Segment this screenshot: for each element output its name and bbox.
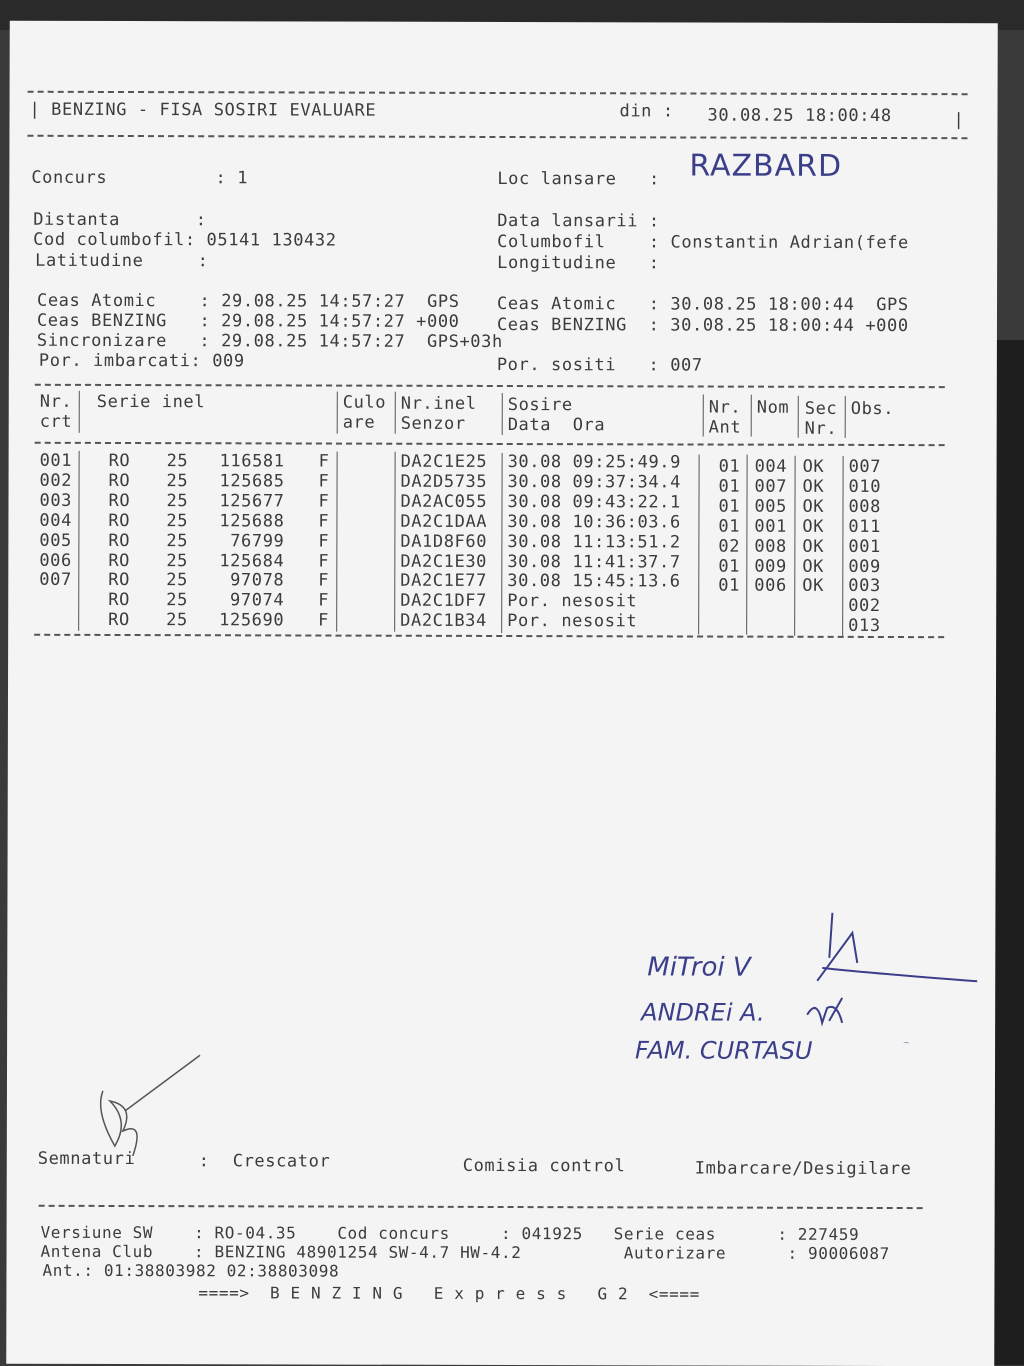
cell-nr: 002 — [39, 470, 73, 491]
divider — [35, 384, 945, 388]
cell-nom: 004 — [754, 456, 788, 477]
cell-an: 25 — [166, 610, 188, 631]
brand-line: ====> B E N Z I N G E x p r e s s G 2 <==== — [198, 1283, 700, 1304]
col-sec-2: Nr. — [804, 418, 838, 439]
cell-senzor: DA2D5735 — [400, 471, 488, 492]
semnaturi-colon: : — [198, 1151, 210, 1172]
cell-senzor: DA2AC055 — [400, 491, 488, 512]
cell-sex: F — [318, 471, 330, 492]
cell-senzor: DA2C1E77 — [400, 571, 488, 592]
cell-sosire: Por. nesosit — [507, 591, 638, 612]
cell-nr: 005 — [39, 530, 72, 551]
cell-sex: F — [318, 531, 330, 552]
semnaturi-label: Semnaturi — [37, 1148, 136, 1170]
cell-obs: 007 — [848, 456, 882, 477]
por-sositi-line: Por. sositi : 007 — [496, 354, 703, 376]
cell-sosire: 30.08 11:41:37.7 — [507, 551, 681, 572]
cell-tara: RO — [108, 470, 131, 491]
cell-nom: 006 — [754, 576, 787, 597]
ceas-benzing-left: Ceas BENZING : 29.08.25 14:57:27 +000 — [36, 310, 460, 332]
ceas-atomic-right: Ceas Atomic : 30.08.25 18:00:44 GPS — [496, 293, 909, 316]
col-nr-1: Nr. — [39, 391, 73, 412]
latitudine-line: Latitudine : — [35, 250, 209, 272]
cell-obs: 010 — [848, 476, 882, 497]
cell-inel: 116581 — [219, 451, 285, 472]
cell-inel: 125677 — [219, 491, 285, 512]
cell-senzor: DA2C1B34 — [400, 610, 487, 632]
col-nr-2: crt — [39, 411, 73, 432]
cell-nr: 003 — [39, 490, 73, 511]
cell-an: 25 — [166, 471, 189, 492]
cell-sosire: 30.08 15:45:13.6 — [507, 571, 681, 592]
column-separator — [798, 396, 799, 438]
cell-sosire: 30.08 11:13:51.2 — [507, 531, 681, 553]
ant-line: Ant.: 01:38803982 02:38803098 — [42, 1260, 340, 1281]
cell-an: 25 — [166, 550, 189, 571]
column-separator — [842, 456, 843, 636]
col-sec-1: Sec — [804, 398, 838, 419]
col-serie-inel: Serie inel — [96, 391, 206, 413]
loc-lansare-handwritten: RAZBARD — [689, 148, 843, 184]
antena-line: Antena Club : BENZING 48901254 SW-4.7 HW-4.2 Autorizare : 90006087 — [40, 1241, 890, 1264]
cod-columbofil-line: Cod columbofil: 05141 130432 — [33, 229, 337, 251]
cell-sec: OK — [802, 516, 825, 537]
cell-sosire: 30.08 09:37:34.4 — [507, 471, 681, 493]
imbarcare-desigilare-label: Imbarcare/Desigilare — [694, 1158, 912, 1180]
cell-tara: RO — [108, 590, 130, 611]
divider — [34, 634, 944, 638]
sincronizare-line: Sincronizare : 29.08.25 14:57:27 GPS+03h — [36, 330, 503, 353]
cell-nom: 001 — [754, 516, 787, 537]
col-sosire-1: Sosire — [507, 395, 573, 416]
cell-sosire: 30.08 09:25:49.9 — [507, 452, 681, 473]
column-separator — [336, 452, 337, 632]
loc-lansare-label: Loc lansare : — [497, 168, 660, 190]
concurs-line: Concurs : 1 — [31, 167, 249, 189]
column-separator — [845, 396, 846, 438]
cell-tara: RO — [108, 450, 131, 472]
cell-sex: F — [318, 590, 330, 611]
crescator-signature — [85, 1051, 215, 1161]
cell-tara: RO — [108, 610, 130, 631]
cell-obs: 003 — [848, 576, 881, 597]
longitudine-line: Longitudine : — [497, 252, 660, 274]
cell-sec: OK — [802, 536, 825, 557]
column-separator — [394, 452, 395, 632]
crescator-label: Crescator — [232, 1151, 331, 1172]
cell-sec: OK — [802, 496, 825, 517]
column-separator — [751, 395, 752, 437]
cell-tara: RO — [108, 510, 131, 531]
column-separator — [703, 395, 704, 437]
cell-inel: 97078 — [230, 570, 285, 591]
divider — [39, 1205, 923, 1209]
column-separator — [79, 391, 80, 433]
cell-ant: 01 — [718, 575, 740, 597]
cell-obs: 011 — [848, 516, 881, 537]
cell-sosire: 30.08 10:36:03.6 — [507, 511, 681, 533]
cell-an: 25 — [166, 510, 189, 531]
committee-name-3: FAM. CURTASU — [635, 1036, 813, 1065]
distanta-line: Distanta : — [33, 209, 207, 231]
committee-signature-strokes — [617, 902, 977, 1043]
cell-nr: 006 — [39, 550, 72, 571]
col-ant-2: Ant — [708, 417, 742, 438]
cell-an: 25 — [166, 490, 189, 511]
report-title: | BENZING - FISA SOSIRI EVALUARE — [29, 99, 377, 121]
cell-inel: 125690 — [219, 610, 285, 631]
cell-inel: 125688 — [219, 510, 285, 532]
cell-tara: RO — [108, 550, 131, 571]
cell-nr: 007 — [39, 570, 72, 591]
cell-ant: 01 — [718, 456, 741, 477]
cell-senzor: DA2C1E30 — [400, 551, 488, 572]
cell-senzor: DA2C1DF7 — [400, 591, 487, 612]
columbofil-line: Columbofil : Constantin Adrian(fefe — [497, 231, 909, 254]
col-ant-1: Nr. — [708, 397, 742, 418]
column-separator — [746, 455, 747, 635]
column-separator — [395, 392, 396, 434]
cell-sex: F — [318, 610, 330, 631]
divider — [27, 135, 967, 139]
cell-sex: F — [318, 551, 330, 572]
cell-sosire: Por. nesosit — [507, 611, 638, 632]
committee-name-1: MiTroi V — [647, 952, 751, 983]
cell-senzor: DA2C1E25 — [400, 451, 488, 472]
column-separator — [698, 455, 699, 635]
cell-obs: 002 — [848, 596, 881, 617]
cell-nr: 004 — [39, 510, 72, 531]
col-culoare-1: Culo — [342, 392, 387, 413]
column-separator — [794, 456, 795, 636]
cell-nom: 007 — [754, 476, 788, 497]
cell-sex: F — [318, 511, 330, 532]
cell-sec: OK — [802, 556, 825, 577]
por-imbarcati-line: Por. imbarcati: 009 — [38, 350, 245, 372]
cell-nom: 008 — [754, 536, 787, 557]
cell-ant: 02 — [718, 536, 741, 557]
din-value: 30.08.25 18:00:48 — [707, 105, 892, 127]
cell-an: 25 — [166, 451, 189, 472]
cell-sex: F — [318, 570, 330, 591]
cell-inel: 97074 — [230, 590, 285, 611]
cell-obs: 001 — [848, 536, 881, 557]
cell-inel: 76799 — [230, 530, 285, 552]
cell-an: 25 — [166, 590, 188, 611]
ceas-atomic-left: Ceas Atomic : 29.08.25 14:57:27 GPS — [37, 290, 460, 312]
cell-sec: OK — [802, 476, 825, 497]
cell-sec: OK — [802, 456, 825, 477]
column-separator — [501, 453, 502, 633]
cell-ant: 01 — [718, 496, 741, 517]
cell-obs: 008 — [848, 496, 882, 517]
col-nom: Nom — [756, 397, 790, 418]
cell-sec: OK — [802, 576, 824, 597]
comisia-control-label: Comisia control — [462, 1155, 626, 1177]
versiune-line: Versiune SW : RO-04.35 Cod concurs : 041925 Serie ceas : 227459 — [40, 1222, 860, 1244]
divider — [35, 442, 945, 446]
din-label: din : — [619, 101, 674, 122]
col-nrinel-1: Nr.inel — [400, 393, 477, 414]
cell-ant: 01 — [718, 476, 741, 497]
cell-sex: F — [318, 451, 330, 472]
cell-ant: 01 — [718, 516, 741, 537]
cell-nr: 001 — [39, 450, 73, 471]
col-culoare-2: are — [342, 412, 376, 433]
col-obs: Obs. — [850, 398, 895, 420]
cell-sosire: 30.08 09:43:22.1 — [507, 491, 681, 513]
cell-obs: 009 — [848, 556, 881, 577]
ceas-benzing-right: Ceas BENZING : 30.08.25 18:00:44 +000 — [496, 314, 909, 337]
col-sosire-2: Data Ora — [507, 415, 606, 436]
cell-ant: 01 — [718, 556, 741, 577]
cell-senzor: DA2C1DAA — [400, 511, 488, 532]
header-end-bar: | — [953, 110, 965, 131]
cell-inel: 125684 — [219, 550, 285, 571]
cell-tara: RO — [108, 530, 131, 551]
cell-an: 25 — [166, 530, 189, 551]
cell-nom: 009 — [754, 556, 787, 577]
receipt-paper — [6, 21, 998, 1366]
cell-senzor: DA1D8F60 — [400, 531, 488, 552]
cell-nom: 005 — [754, 496, 788, 517]
data-lansarii-line: Data lansarii : — [497, 210, 660, 232]
cell-tara: RO — [108, 490, 131, 511]
cell-sex: F — [318, 491, 330, 512]
cell-an: 25 — [166, 570, 188, 591]
cell-inel: 125685 — [219, 471, 285, 492]
column-separator — [78, 451, 79, 631]
divider — [28, 91, 968, 95]
column-separator — [337, 392, 338, 434]
cell-obs: 013 — [848, 616, 881, 637]
committee-name-2: ANDREi A. — [641, 998, 765, 1027]
cell-tara: RO — [108, 570, 130, 591]
col-nrinel-2: Senzor — [400, 413, 466, 434]
column-separator — [502, 393, 503, 435]
